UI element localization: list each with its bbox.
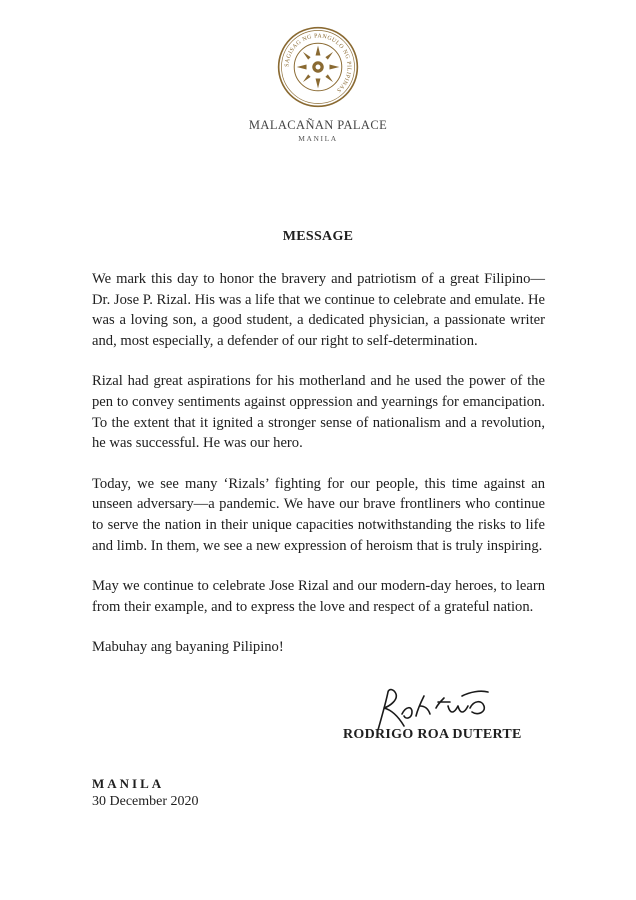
seal-text: SAGISAG NG PANGULO NG PILIPINAS: [284, 33, 352, 94]
document-title: MESSAGE: [282, 229, 354, 244]
paragraph-4: May we continue to celebrate Jose Rizal and our modern-day heroes, to learn from their example, and to express the love and respect of a grateful nation.: [92, 578, 545, 615]
footer-date: 30 December 2020: [92, 794, 199, 809]
signatory-name: RODRIGO ROA DUTERTE: [343, 727, 522, 742]
paragraph-1: We mark this day to honor the bravery and patriotism of a great Filipino—Dr. Jose P. Rizal. His was a life that we continue to celebrate and emulate. He was a loving son, a good student, a dedicated physician, a passionate writer and, most especially, a defender of our right to self-determination.: [92, 271, 545, 349]
paragraph-2: Rizal had great aspirations for his motherland and he used the power of the pen to convey sentiments against oppression and yearnings for emancipation. To the extent that it ignited a stronger sense of nationalism and a revolution, he was successful. He was our hero.: [92, 373, 545, 452]
presidential-seal-icon: [277, 26, 359, 108]
closing-line: Mabuhay ang bayaning Pilipino!: [92, 639, 284, 656]
paragraph-3: Today, we see many ‘Rizals’ fighting for our people, this time against an unseen adversary—a pandemic. We have our brave frontliners who continue to serve the nation in their unique capacities notwithstanding the risks to life and limb. In them, we see a new expression of heroism that is truly inspiring.: [92, 475, 545, 554]
message-body: [92, 269, 545, 678]
footer-place: MANILA: [92, 776, 165, 791]
letterhead-palace: MALACAÑAN PALACE: [248, 118, 388, 132]
letterhead-city: MANILA: [298, 134, 338, 143]
